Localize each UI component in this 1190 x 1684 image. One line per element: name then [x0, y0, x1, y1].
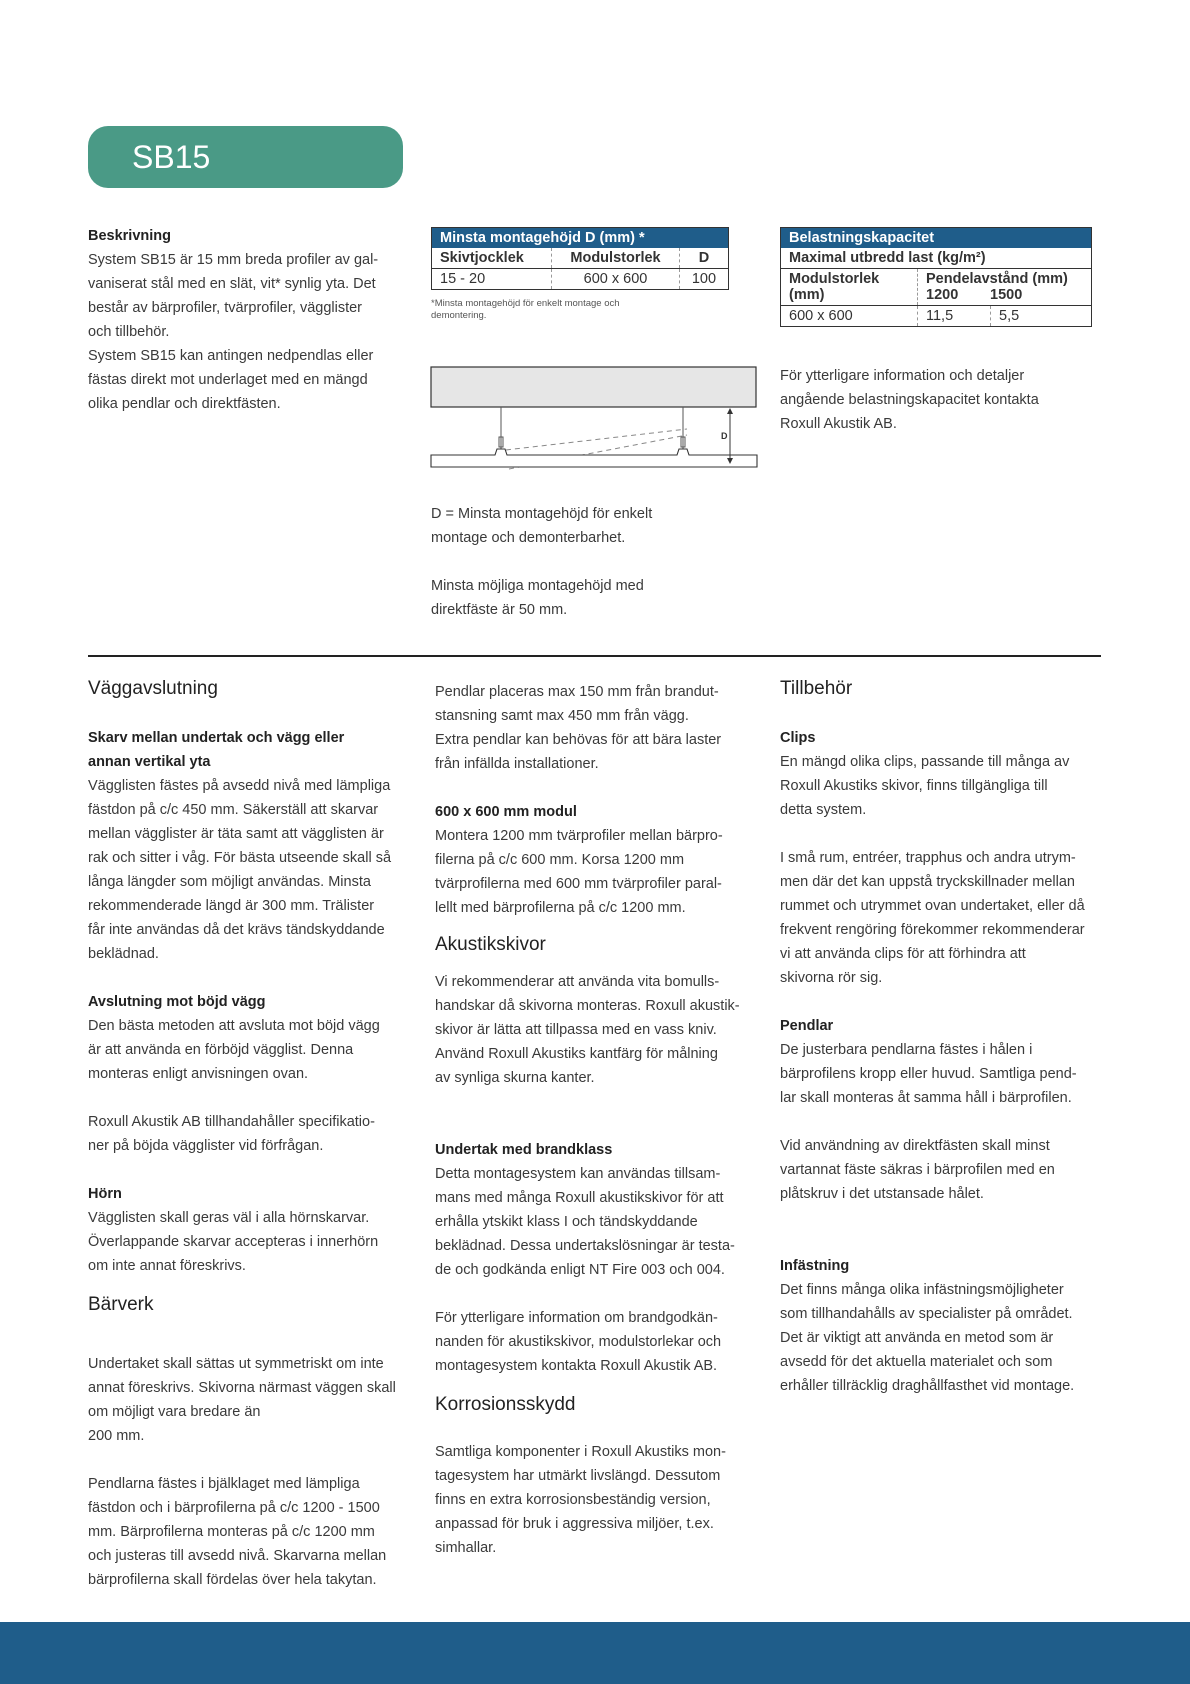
section-heading-akustikskivor: Akustikskivor — [435, 934, 546, 955]
load-val-module: 600 x 600 — [781, 306, 918, 327]
load-note-line: För ytterligare information och detaljer — [780, 368, 1025, 384]
montage-col-d: D — [698, 250, 710, 266]
body-line: plåtskruv i det utstansade hålet. — [780, 1186, 984, 1202]
body-line: Montera 1200 mm tvärprofiler mellan bärpro- — [435, 828, 723, 844]
body-line: Extra pendlar kan behövas för att bära laster — [435, 732, 722, 748]
body-line: bärprofilerna skall fördelas över hela takytan. — [88, 1572, 377, 1588]
body-line: Detta montagesystem kan användas tillsam- — [435, 1166, 721, 1182]
body-line: nanden för akustikskivor, modulstorlekar och — [435, 1334, 722, 1350]
body-line: vartannat fäste säkras i bärprofilen med en — [780, 1162, 1055, 1178]
body-line: Vid användning av direktfästen skall minst — [780, 1138, 1050, 1154]
description-line: olika pendlar och direktfästen. — [88, 396, 281, 412]
montage-val-thickness: 15 - 20 — [432, 269, 552, 290]
body-line: från infällda installationer. — [435, 756, 599, 772]
body-line: Det är viktigt att använda en metod som är — [780, 1330, 1054, 1346]
body-line: tagesystem har utmärkt livslängd. Dessutom — [435, 1468, 721, 1484]
montage-table-title: Minsta montagehöjd D (mm) * — [440, 230, 645, 246]
body-line: rak och sitter i våg. För bästa utseende skall så — [88, 850, 392, 866]
body-line: lellt med bärprofilerna på c/c 1200 mm. — [435, 900, 686, 916]
d-dimension-label: D — [721, 431, 728, 441]
body-line: tvärprofilerna med 600 mm tvärprofiler paral- — [435, 876, 722, 892]
load-note-line: Roxull Akustik AB. — [780, 416, 897, 432]
body-line: rummet och utrymmet ovan undertaket, eller då — [780, 898, 1085, 914]
load-sub-1200: 1200 — [926, 287, 959, 303]
body-line: mans med många Roxull akustikskivor för att — [435, 1190, 724, 1206]
body-line: filerna på c/c 600 mm. Korsa 1200 mm — [435, 852, 685, 868]
body-line: av synliga skurna kanter. — [435, 1070, 595, 1086]
load-capacity-table — [780, 227, 1092, 327]
montage-footnote: demontering. — [431, 310, 487, 321]
section-heading-barverk: Bärverk — [88, 1294, 154, 1315]
body-line: anpassad för bruk i aggressiva miljöer, t.ex. — [435, 1516, 714, 1532]
body-line: rekommenderade längd är 300 mm. Trälister — [88, 898, 375, 914]
body-line: vi att använda clips för att förhindra att — [780, 946, 1026, 962]
body-line: lar skall monteras åt samma håll i bärprofilen. — [780, 1090, 1072, 1106]
description-line: består av bärprofiler, tvärprofiler, vägglister — [88, 300, 363, 316]
body-line: Vägglisten fästes på avsedd nivå med lämpliga — [88, 778, 391, 794]
body-line: 200 mm. — [88, 1428, 145, 1444]
section-heading-korrosionsskydd: Korrosionsskydd — [435, 1394, 576, 1415]
body-line: En mängd olika clips, passande till många av — [780, 754, 1070, 770]
load-col-module: Modulstorlek — [789, 271, 880, 287]
body-line: detta system. — [780, 802, 867, 818]
body-line: skivorna rör sig. — [780, 970, 883, 986]
subheading: Skarv mellan undertak och vägg eller — [88, 730, 345, 746]
column-2 — [435, 680, 765, 1560]
subheading: annan vertikal yta — [88, 754, 211, 770]
section-divider — [88, 655, 1101, 657]
description-line: System SB15 kan antingen nedpendlas eller — [88, 348, 374, 364]
body-line: men där det kan uppstå tryckskillnader mellan — [780, 874, 1075, 890]
description-heading: Beskrivning — [88, 228, 171, 244]
body-line: och justeras till avsedd nivå. Skarvarna mellan — [88, 1548, 387, 1564]
body-line: Det finns många olika infästningsmöjligheter — [780, 1282, 1064, 1298]
column-3 — [780, 676, 1100, 1398]
description-line: vaniserat stål med en slät, vit* synlig yta. Det — [88, 276, 376, 292]
load-val-1500: 5,5 — [999, 308, 1020, 324]
load-note — [780, 364, 1090, 436]
body-line: finns en extra korrosionsbeständig version, — [435, 1492, 711, 1508]
body-line: simhallar. — [435, 1540, 497, 1556]
body-line: avsedd för det aktuella materialet och som — [780, 1354, 1053, 1370]
subheading: Undertak med brandklass — [435, 1142, 613, 1158]
body-line: mellan vägglister är täta samt att vägglisten är — [88, 826, 384, 842]
body-line: I små rum, entréer, trapphus och andra utrym- — [780, 850, 1076, 866]
montage-col-module: Modulstorlek — [552, 248, 680, 269]
body-line: som tillhandahålls av specialister på området. — [780, 1306, 1073, 1322]
montage-col-thickness: Skivtjocklek — [432, 248, 552, 269]
body-line: mm. Bärprofilerna monteras på c/c 1200 mm — [88, 1524, 375, 1540]
body-line: För ytterligare information om brandgodkän- — [435, 1310, 718, 1326]
body-line: Undertaket skall sättas ut symmetriskt om inte — [88, 1356, 384, 1372]
subheading: Clips — [780, 730, 816, 746]
tilt-line — [497, 429, 687, 451]
description-line: System SB15 är 15 mm breda profiler av gal- — [88, 252, 379, 268]
body-line: är att använda en förböjd vägglist. Denna — [88, 1042, 354, 1058]
body-line: om inte annat föreskrivs. — [88, 1258, 246, 1274]
load-table-title: Belastningskapacitet — [789, 230, 935, 246]
body-line: stansning samt max 450 mm från vägg. — [435, 708, 689, 724]
subheading: 600 x 600 mm modul — [435, 804, 577, 820]
subheading: Pendlar — [780, 1018, 834, 1034]
body-line: beklädnad. — [88, 946, 159, 962]
slab-shape — [431, 367, 756, 407]
load-col-pendulum: Pendelavstånd (mm) — [926, 271, 1068, 287]
body-line: fästdon på c/c 450 mm. Säkerställ att skarvar — [88, 802, 379, 818]
body-line: Vägglisten skall geras väl i alla hörnskarvar. — [88, 1210, 370, 1226]
body-line: erhålla ytskikt klass I och tändskyddande — [435, 1214, 698, 1230]
ceiling-section-diagram — [429, 365, 759, 473]
d-note-line: direktfäste är 50 mm. — [431, 602, 568, 618]
d-note-line: D = Minsta montagehöjd för enkelt — [431, 506, 653, 522]
body-line: Överlappande skarvar accepteras i innerhörn — [88, 1234, 379, 1250]
description-line: och tillbehör. — [88, 324, 170, 340]
body-line: Den bästa metoden att avsluta mot böjd vägg — [88, 1018, 380, 1034]
page-title: SB15 — [88, 126, 403, 188]
body-line: Samtliga komponenter i Roxull Akustiks mon- — [435, 1444, 726, 1460]
montage-height-table — [431, 227, 729, 322]
body-line: erhåller tillräcklig draghållfasthet vid montage. — [780, 1378, 1075, 1394]
subheading: Hörn — [88, 1186, 122, 1202]
body-line: beklädnad. Dessa undertakslösningar är testa- — [435, 1238, 735, 1254]
body-line: Pendlar placeras max 150 mm från brandut- — [435, 684, 719, 700]
load-sub-1500: 1500 — [990, 287, 1023, 303]
subheading: Avslutning mot böjd vägg — [88, 994, 266, 1010]
d-note-line: montage och demonterbarhet. — [431, 530, 626, 546]
d-note — [431, 502, 731, 622]
body-line: Använd Roxull Akustiks kantfärg för målning — [435, 1046, 718, 1062]
d-note-line: Minsta möjliga montagehöjd med — [431, 578, 644, 594]
section-heading-tillbehor: Tillbehör — [780, 678, 853, 699]
ceiling-panel-shape — [431, 449, 757, 467]
body-line: montagesystem kontakta Roxull Akustik AB. — [435, 1358, 718, 1374]
body-line: skivor är lätta att tillpassa med en vass kniv. — [435, 1022, 717, 1038]
footer-band — [0, 1622, 1190, 1684]
body-line: frekvent rengöring förekommer rekommenderar — [780, 922, 1085, 938]
body-line: bärprofilens kropp eller huvud. Samtliga pend- — [780, 1066, 1077, 1082]
montage-footnote: *Minsta montagehöjd för enkelt montage och — [431, 298, 620, 309]
body-line: Roxull Akustiks skivor, finns tillgängliga till — [780, 778, 1048, 794]
body-line: Vi rekommenderar att använda vita bomulls- — [435, 974, 720, 990]
body-line: de och godkända enligt NT Fire 003 och 004. — [435, 1262, 725, 1278]
load-val-1200: 11,5 — [918, 306, 991, 327]
load-col-module-unit: (mm) — [789, 287, 825, 303]
description-section — [88, 224, 408, 416]
body-line: handskar då skivorna monteras. Roxull akustik- — [435, 998, 740, 1014]
load-note-line: angående belastningskapacitet kontakta — [780, 392, 1039, 408]
body-line: fästdon och i bärprofilerna på c/c 1200 - 1500 — [88, 1500, 380, 1516]
column-1 — [88, 676, 418, 1592]
body-line: Roxull Akustik AB tillhandahåller specifikatio- — [88, 1114, 375, 1130]
body-line: monteras enligt anvisningen ovan. — [88, 1066, 309, 1082]
montage-val-d: 100 — [691, 271, 717, 287]
description-line: fästas direkt mot underlaget med en mängd — [88, 372, 368, 388]
montage-val-module: 600 x 600 — [552, 269, 680, 290]
load-table-subtitle: Maximal utbredd last (kg/m²) — [789, 250, 986, 266]
body-line: långa längder som möjligt användas. Minsta — [88, 874, 371, 890]
body-line: De justerbara pendlarna fästes i hålen i — [780, 1042, 1033, 1058]
body-line: ner på böjda vägglister vid förfrågan. — [88, 1138, 324, 1154]
body-line: om möjligt vara bredare än — [88, 1404, 261, 1420]
section-heading-vaggavslutning: Väggavslutning — [88, 678, 218, 699]
body-line: annat föreskrivs. Skivorna närmast väggen skall — [88, 1380, 396, 1396]
body-line: Pendlarna fästes i bjälklaget med lämpliga — [88, 1476, 360, 1492]
subheading: Infästning — [780, 1258, 850, 1274]
body-line: får inte användas då det krävs tändskyddande — [88, 922, 385, 938]
